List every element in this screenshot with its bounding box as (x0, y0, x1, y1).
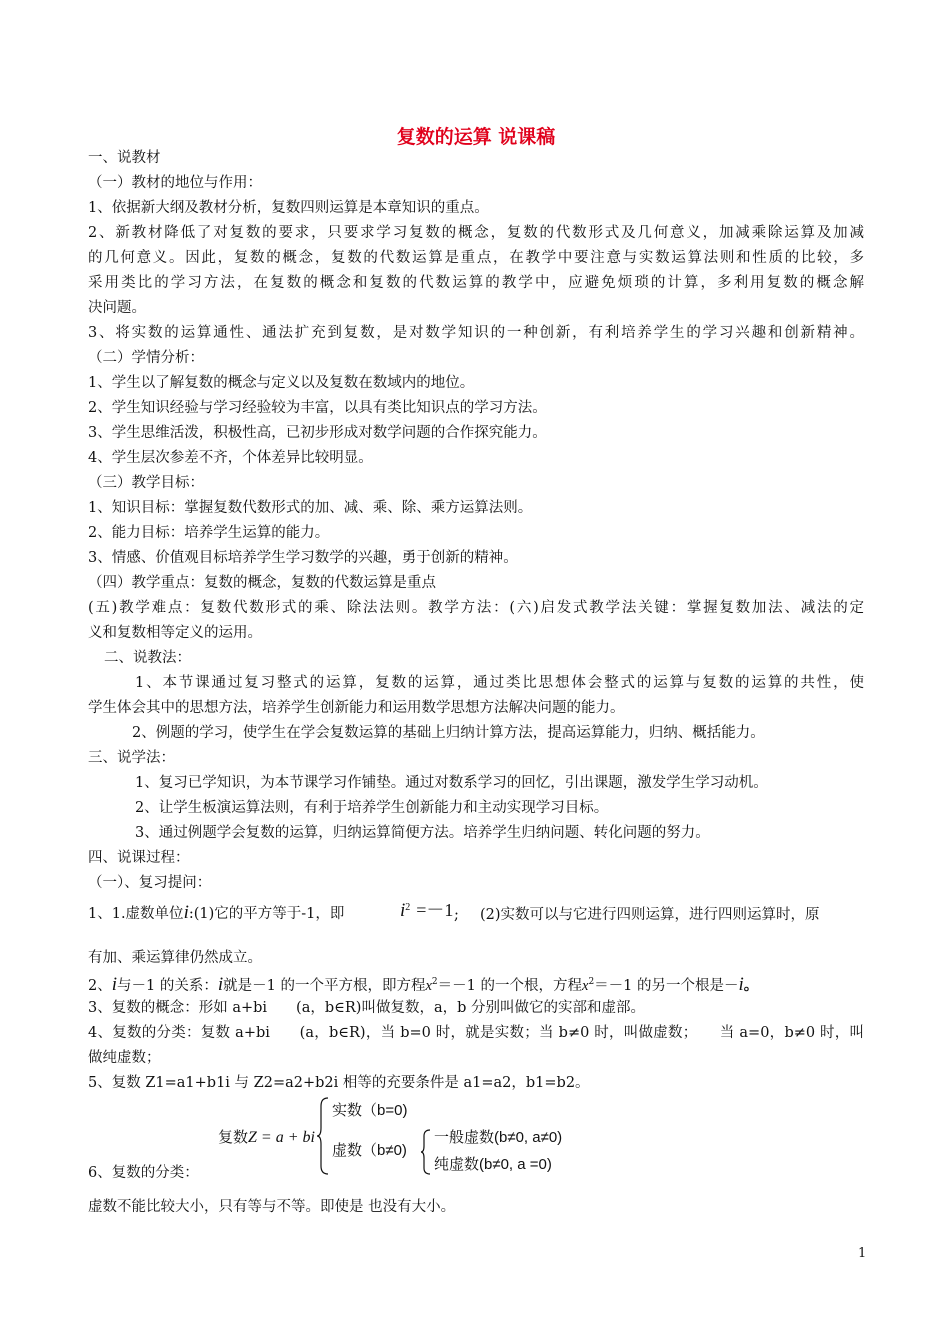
subsection-heading: （三）教学目标： (88, 475, 204, 491)
paragraph-line: 3、情感、价值观目标培养学生学习数学的兴趣，勇于创新的精神。 (88, 550, 518, 566)
paragraph-line: 4、复数的分类：复数 a+bi (a，b∈R)，当 b=0 时，就是实数；当 b≠0 时，叫做虚数； 当 a=0，b≠0 时，叫 (88, 1025, 864, 1041)
classification-lhs: 复数Z = a + bi (218, 1128, 315, 1146)
classification-imaginary: 虚数（b≠0) (332, 1142, 407, 1159)
paragraph-line: 2、能力目标：培养学生运算的能力。 (88, 525, 330, 541)
inner-brace (420, 1128, 432, 1176)
paragraph-line: 虚数不能比较大小，只有等与不等。即使是 也没有大小。 (88, 1199, 456, 1215)
subsection-heading: （二）学情分析： (88, 350, 204, 366)
section-heading: 二、说教法： (104, 650, 191, 666)
paragraph-line: 1、学生以了解复数的概念与定义以及复数在数域内的地位。 (88, 375, 475, 391)
paragraph-line: 3、学生思维活泼，积极性高，已初步形成对数学问题的合作探究能力。 (88, 425, 547, 441)
paragraph-line: 有加、乘运算律仍然成立。 (88, 950, 262, 966)
formula-semicolon: ; (454, 907, 459, 923)
paragraph-line: (2)实数可以与它进行四则运算，进行四则运算时，原 (480, 907, 820, 923)
subsection-heading: （一）、复习提问： (88, 875, 212, 891)
paragraph-line: 1、复习已学知识，为本节课学习作铺垫。通过对数系学习的回忆，引出课题，激发学生学习动机。 (135, 775, 768, 791)
paragraph-line-imaginary-unit: 1、1.虚数单位i:(1)它的平方等于-1，即 (88, 902, 345, 923)
paragraph-line: 的几何意义。因此，复数的概念，复数的代数运算是重点，在教学中要注意与实数运算法则和性质的比较，多 (88, 250, 864, 266)
paragraph-line: 做纯虚数； (88, 1050, 161, 1066)
section-heading: 一、说教材 (88, 150, 161, 166)
math-i: i (738, 973, 744, 995)
paragraph-line: 6、复数的分类： (88, 1165, 199, 1181)
paragraph-line: 1、依据新大纲及教材分析，复数四则运算是本章知识的重点。 (88, 200, 489, 216)
paragraph-line: 2、学生知识经验与学习经验较为丰富，以具有类比知识点的学习方法。 (88, 400, 547, 416)
paragraph-line: 义和复数相等定义的运用。 (88, 625, 262, 641)
paragraph-line: 4、学生层次参差不齐，个体差异比较明显。 (88, 450, 373, 466)
paragraph-line: 决问题。 (88, 300, 146, 316)
math-i: i (217, 973, 224, 995)
paragraph-line: 3、复数的概念：形如 a+bi (a，b∈R)叫做复数，a，b 分别叫做它的实部和虚部。 (88, 1000, 645, 1016)
formula-i-squared: $i^2 =-1$ (400, 899, 454, 921)
section-heading: 三、说学法： (88, 750, 175, 766)
paragraph-line: 2、让学生板演运算法则，有利于培养学生创新能力和主动实现学习目标。 (135, 800, 609, 816)
paragraph-line: 1、本节课通过复习整式的运算，复数的运算，通过类比思想体会整式的运算与复数的运算的共性，使 (135, 675, 864, 691)
subsection-heading: （一）教材的地位与作用： (88, 175, 262, 191)
paragraph-line: 2、例题的学习，使学生在学会复数运算的基础上归纳计算方法，提高运算能力，归纳、概括能力。 (132, 725, 765, 741)
paragraph-line: 2、新教材降低了对复数的要求，只要求学习复数的概念，复数的代数形式及几何意义，加减乘除运算及加减 (88, 225, 864, 241)
paragraph-line: 5、复数 Z1=a1+b1i 与 Z2=a2+b2i 相等的充要条件是 a1=a2，b1=b2。 (88, 1075, 590, 1091)
paragraph-line-i-relation: 2、i与－1 的关系：i就是－1 的一个平方根，即方程$x^2=-1$ 的一个根，方程$x^2=-1$ 的另一个根是－i。 (88, 973, 759, 995)
classification-real: 实数（b=0) (332, 1102, 408, 1119)
math-i: i (183, 902, 189, 923)
classification-pure-imaginary: 纯虚数(b≠0, a =0) (434, 1156, 552, 1173)
paragraph-line: (五)教学难点：复数代数形式的乘、除法法则。教学方法：(六)启发式教学法关键：掌握复数加法、减法的定 (88, 600, 864, 616)
paragraph-line: 1、知识目标：掌握复数代数形式的加、减、乘、除、乘方运算法则。 (88, 500, 533, 516)
page-number: 1 (858, 1246, 867, 1261)
page-title: 复数的运算 说课稿 (396, 126, 556, 148)
subsection-heading: （四）教学重点：复数的概念，复数的代数运算是重点 (88, 575, 436, 591)
paragraph-line: 3、将实数的运算通性、通法扩充到复数，是对数学知识的一种创新，有利培养学生的学习兴趣和创新精神。 (88, 325, 864, 341)
paragraph-line: 采用类比的学习方法，在复数的概念和复数的代数运算的教学中，应避免烦琐的计算，多利用复数的概念解 (88, 275, 864, 291)
outer-brace (316, 1096, 330, 1176)
paragraph-line: 3、通过例题学会复数的运算，归纳运算简便方法。培养学生归纳问题、转化问题的努力。 (135, 825, 710, 841)
paragraph-line: 学生体会其中的思想方法，培养学生创新能力和运用数学思想方法解决问题的能力。 (88, 700, 625, 716)
section-heading: 四、说课过程： (88, 850, 190, 866)
math-i: i (111, 973, 118, 995)
classification-general-imaginary: 一般虚数(b≠0, a≠0) (434, 1129, 563, 1146)
